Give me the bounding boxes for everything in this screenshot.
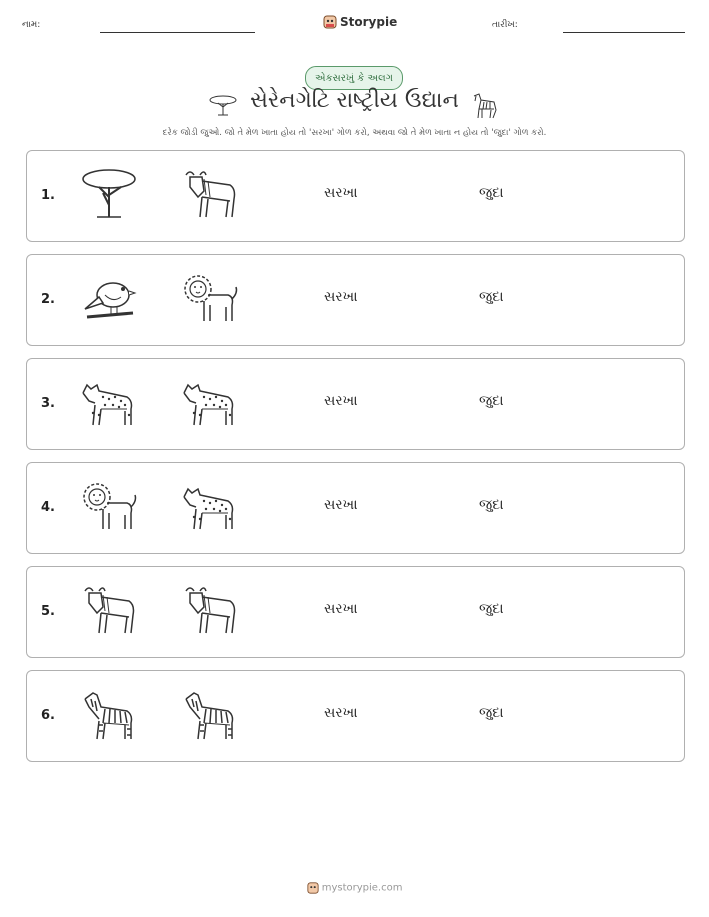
wildebeest-icon [180,581,240,641]
different-option[interactable]: જુદા [479,185,504,201]
pair-number: 5. [41,604,55,619]
page-title-row [0,88,709,113]
same-option[interactable]: સરખા [324,289,358,305]
acacia-tree-icon [208,94,238,116]
same-option[interactable]: સરખા [324,393,358,409]
different-option[interactable]: જુદા [479,289,504,305]
zebra-icon [180,685,240,745]
pair-card-4 [26,462,685,554]
same-option[interactable]: સરખા [324,705,358,721]
brand-name: Storypie [340,15,398,29]
storypie-mascot-icon [323,14,337,30]
different-option[interactable]: જુદા [479,705,504,721]
pair-number: 6. [41,708,55,723]
name-label: નામ: [22,20,41,30]
wildebeest-icon [180,165,240,225]
zebra-icon [470,92,500,120]
same-option[interactable]: સરખા [324,185,358,201]
same-option[interactable]: સરખા [324,497,358,513]
date-line[interactable] [563,32,685,33]
same-option[interactable]: સરખા [324,601,358,617]
pair-card-3 [26,358,685,450]
pair-card-5 [26,566,685,658]
footer-url[interactable]: mystorypie.com [321,882,403,894]
different-option[interactable]: જુદા [479,393,504,409]
lion-icon [79,477,139,537]
pair-number: 1. [41,188,55,203]
hyena-icon [180,477,240,537]
lion-icon [180,269,240,329]
hyena-icon [79,373,139,433]
different-option[interactable]: જુદા [479,497,504,513]
acacia-tree-icon [79,165,139,225]
hyena-icon [180,373,240,433]
instructions: દરેક જોડી જુઓ. જો તે મેળ ખાતા હોય તો 'સરખા' ગોળ કરો, અથવા જો તે મેળ ખાતા ન હોય તો 'જુદા' ગોળ કરો. [162,128,547,138]
pair-number: 4. [41,500,55,515]
zebra-icon [79,685,139,745]
topic-tag: એકસરખું કે અલગ [305,66,403,90]
pair-card-1 [26,150,685,242]
different-option[interactable]: જુદા [479,601,504,617]
brand-logo [323,14,397,30]
page-title: સેરેનગેટિ રાષ્ટ્રીય ઉદ્યાન [250,88,459,113]
date-label: તારીખ: [492,20,518,30]
pair-number: 3. [41,396,55,411]
pair-card-6 [26,670,685,762]
bird-icon [79,269,139,329]
storypie-mascot-icon [307,881,319,895]
footer [0,881,709,895]
wildebeest-icon [79,581,139,641]
pair-number: 2. [41,292,55,307]
pair-card-2 [26,254,685,346]
name-line[interactable] [100,32,255,33]
